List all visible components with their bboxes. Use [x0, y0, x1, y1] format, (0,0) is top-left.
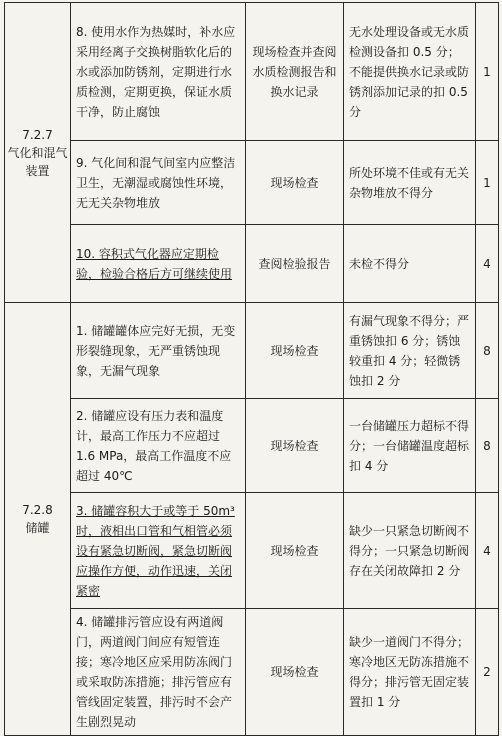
method-cell: 现场检查并查阅水质检测报告和换水记录 — [246, 3, 344, 141]
criteria-cell: 所处环境不佳或有无关杂物堆放不得分 — [344, 141, 476, 225]
method-cell: 现场检查 — [246, 399, 344, 493]
requirement-cell: 8. 使用水作为热媒时，补水应采用经离子交换树脂软化后的水或添加防锈剂，定期进行水质检测，定期更换，保证水质干净，防止腐蚀 — [71, 3, 246, 141]
section-code: 7.2.7 — [22, 127, 53, 142]
score-cell: 4 — [476, 225, 499, 303]
table-row — [5, 3, 499, 141]
criteria-cell: 未检不得分 — [344, 225, 476, 303]
method-cell: 现场检查 — [246, 609, 344, 736]
criteria-cell: 缺少一只紧急切断阀不得分；一只紧急切断阀存在关闭故障扣 2 分 — [344, 493, 476, 609]
method-cell: 现场检查 — [246, 303, 344, 399]
criteria-cell: 一台储罐压力超标不得分；一台储罐温度超标扣 4 分 — [344, 399, 476, 493]
requirement-cell: 1. 储罐罐体应完好无损，无变形裂缝现象，无严重锈蚀现象，无漏气现象 — [71, 303, 246, 399]
section-name: 气化和混气装置 — [7, 145, 68, 178]
section-cell-7-2-7 — [5, 3, 71, 303]
table-row — [5, 609, 499, 736]
table-row — [5, 303, 499, 399]
score-cell: 4 — [476, 493, 499, 609]
criteria-cell: 缺少一道阀门不得分；寒冷地区无防冻措施不得分；排污管无固定装置扣 1 分 — [344, 609, 476, 736]
score-cell: 1 — [476, 3, 499, 141]
requirement-cell: 10. 容积式气化器应定期检验，检验合格后方可继续使用 — [71, 225, 246, 303]
method-cell: 查阅检验报告 — [246, 225, 344, 303]
requirement-cell: 2. 储罐应设有压力表和温度计，最高工作压力不应超过 1.6 MPa，最高工作温度不应超过 40℃ — [71, 399, 246, 493]
score-cell: 1 — [476, 141, 499, 225]
score-cell: 8 — [476, 399, 499, 493]
criteria-cell: 有漏气现象不得分；严重锈蚀扣 6 分；锈蚀较重扣 4 分；轻微锈蚀扣 2 分 — [344, 303, 476, 399]
requirement-cell: 4. 储罐排污管应设有两道阀门，两道阀门间应有短管连接；寒冷地区应采用防冻阀门或采取防冻措施；排污管应有管线固定装置，排污时不会产生剧烈晃动 — [71, 609, 246, 736]
criteria-cell: 无水处理设备或无水质检测设备扣 0.5 分；不能提供换水记录或防锈剂添加记录的扣 0.5 分 — [344, 3, 476, 141]
requirement-cell: 3. 储罐容积大于或等于 50m³ 时，液相出口管和气相管必须设有紧急切断阀，紧急切断阀应操作方便，动作迅速，关闭紧密 — [71, 493, 246, 609]
table-row — [5, 225, 499, 303]
method-cell: 现场检查 — [246, 141, 344, 225]
score-cell: 2 — [476, 609, 499, 736]
table-row — [5, 399, 499, 493]
section-name: 储罐 — [25, 521, 50, 535]
section-code: 7.2.8 — [22, 503, 53, 517]
score-cell: 8 — [476, 303, 499, 399]
section-cell-7-2-8 — [5, 303, 71, 736]
table-row — [5, 493, 499, 609]
table-row — [5, 141, 499, 225]
inspection-table — [4, 2, 499, 736]
requirement-cell: 9. 气化间和混气间室内应整洁卫生，无潮湿或腐蚀性环境，无无关杂物堆放 — [71, 141, 246, 225]
method-cell: 现场检查 — [246, 493, 344, 609]
